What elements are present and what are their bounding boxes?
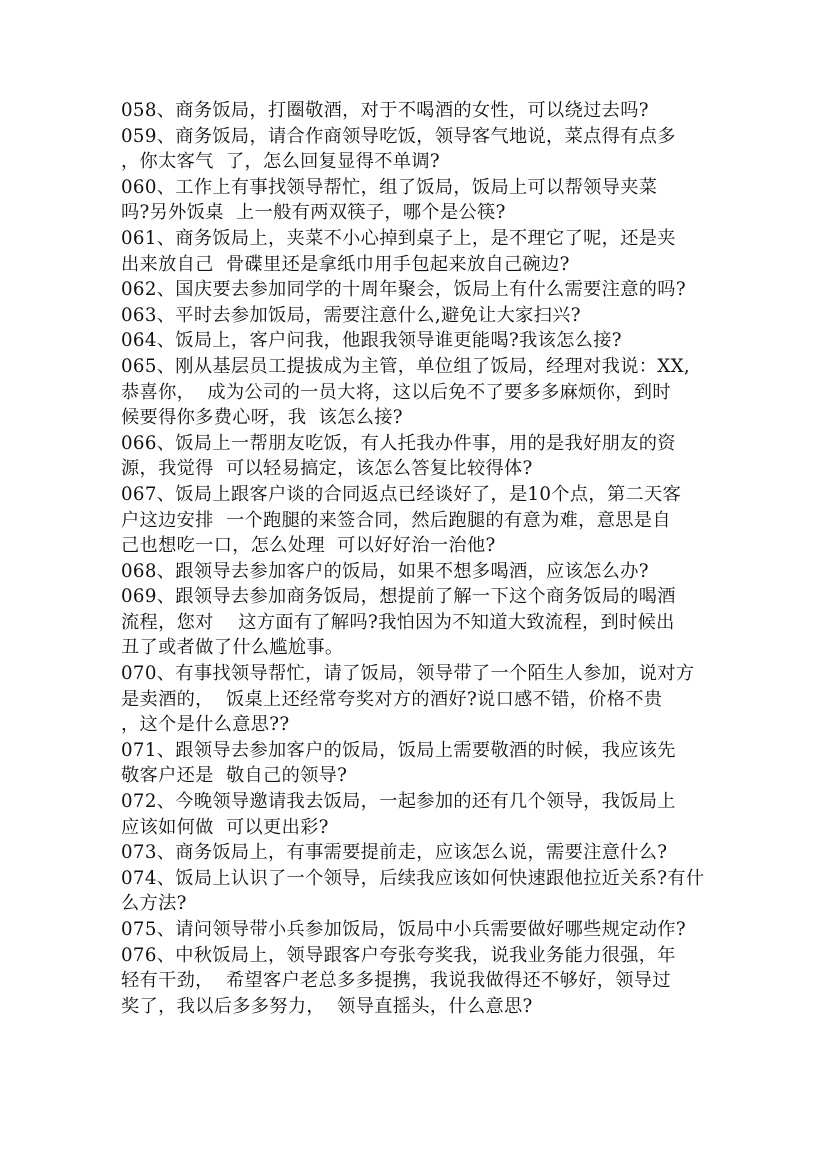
text-line: 丑了或者做了什么尴尬事。 [121, 637, 344, 659]
text-line: 058、商务饭局，打圈敬酒，对于不喝酒的女性，可以绕过去吗? [121, 100, 649, 121]
text-line: 069、跟领导去参加商务饭局，想提前了解一下这个商务饭局的喝酒 [121, 586, 676, 608]
text-line: 074、饭局上认识了一个领导，后续我应该如何快速跟他拉近关系?有什 [121, 867, 705, 889]
text-line: 076、中秋饭局上，领导跟客户夸张夸奖我，说我业务能力很强，年 [121, 944, 676, 966]
text-line: 么方法? [121, 893, 187, 915]
text-line: 070、有事找领导帮忙，请了饭局，领导带了一个陌生人参加，说对方 [121, 663, 695, 685]
text-line: 流程，您对 这方面有了解吗?我怕因为不知道大致流程，到时候出 [121, 611, 675, 633]
text-line: 户这边安排 一个跑腿的来签合同，然后跑腿的有意为难，意思是自 [121, 509, 671, 531]
text-line: 吗?另外饭桌 上一般有两双筷子，哪个是公筷? [121, 202, 506, 224]
text-line: 恭喜你， 成为公司的一员大将，这以后免不了要多多麻烦你，到时 [121, 381, 671, 403]
text-line: 奖了，我以后多多努力， 领导直摇头，什么意思? [121, 995, 533, 1017]
text-line: 敬客户还是 敬自己的领导? [121, 765, 348, 787]
text-line: 073、商务饭局上，有事需要提前走，应该怎么说，需要注意什么? [121, 842, 668, 864]
text-line: ，这个是什么意思?? [121, 714, 290, 736]
text-line: 是卖酒的， 饭桌上还经常夸奖对方的酒好?说口感不错，价格不贵 [121, 688, 663, 710]
text-line: 062、国庆要去参加同学的十周年聚会，饭局上有什么需要注意的吗? [121, 279, 686, 301]
text-line: 064、饭局上，客户问我，他跟我领导谁更能喝?我该怎么接? [121, 330, 622, 352]
text-line: 068、跟领导去参加客户的饭局，如果不想多喝酒，应该怎么办? [121, 560, 649, 582]
text-line: 075、请问领导带小兵参加饭局，饭局中小兵需要做好哪些规定动作? [121, 919, 686, 940]
text-line: 己也想吃一口，怎么处理 可以好好治一治他? [121, 535, 496, 557]
text-line: 源，我觉得 可以轻易搞定，该怎么答复比较得体? [121, 458, 533, 480]
text-line: 066、饭局上一帮朋友吃饭，有人托我办件事，用的是我好朋友的资 [121, 432, 676, 454]
text-line: 061、商务饭局上，夹菜不小心掉到桌子上，是不理它了呢，还是夹 [121, 227, 676, 249]
document-body [121, 98, 711, 1019]
text-line: 063、平时去参加饭局，需要注意什么,避免让大家扫兴? [121, 304, 581, 326]
text-line: 轻有干劲， 希望客户老总多多提携，我说我做得还不够好，领导过 [121, 970, 671, 992]
text-line: 059、商务饭局，请合作商领导吃饭，领导客气地说，菜点得有点多 [121, 125, 676, 147]
text-line: ，你太客气 了，怎么回复显得不单调? [121, 151, 440, 173]
text-line: 060、工作上有事找领导帮忙，组了饭局，饭局上可以帮领导夹菜 [121, 176, 658, 198]
text-line: 出来放自己 骨碟里还是拿纸巾用手包起来放自己碗边? [121, 253, 570, 275]
text-line: 065、刚从基层员工提拔成为主管，单位组了饭局，经理对我说：XX, [121, 355, 691, 377]
text-line: 067、饭局上跟客户谈的合同返点已经谈好了，是10个点，第二天客 [121, 483, 682, 505]
text-line: 072、今晚领导邀请我去饭局，一起参加的还有几个领导，我饭局上 [121, 791, 676, 813]
text-line: 应该如何做 可以更出彩? [121, 816, 329, 838]
text-line: 071、跟领导去参加客户的饭局，饭局上需要敬酒的时候，我应该先 [121, 739, 676, 761]
text-line: 候要得你多费心呀，我 该怎么接? [121, 407, 403, 429]
